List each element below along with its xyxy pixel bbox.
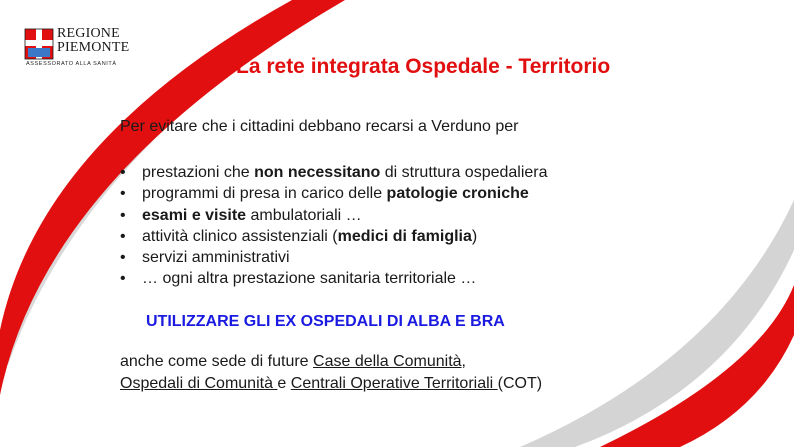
bottom-swoosh-grey: [520, 200, 794, 447]
bullet-dot: •: [120, 249, 126, 267]
bullet-item: • prestazioni che non necessitano di struttura ospedaliera: [120, 162, 548, 183]
piemonte-coat-of-arms-icon: [24, 28, 54, 60]
regione-piemonte-logo: [24, 27, 134, 72]
closing-line-2: Ospedali di Comunità e Centrali Operative Territoriali (COT): [120, 375, 543, 392]
bullet-item: • esami e visite ambulatoriali …: [120, 205, 548, 226]
bullet-item: • programmi di presa in carico delle patologie croniche: [120, 183, 548, 204]
closing-line-1: anche come sede di future Case della Comunità,: [120, 353, 466, 370]
logo-name-line2: PIEMONTE: [57, 40, 130, 55]
bullet-item: • servizi amministrativi: [120, 247, 548, 268]
ospedali-di-comunita-link[interactable]: Ospedali di Comunità: [120, 375, 278, 392]
bullet-dot: •: [120, 270, 126, 288]
bullet-item: • attività clinico assistenziali (medici di famiglia): [120, 226, 548, 247]
case-della-comunita-link[interactable]: Case della Comunità: [313, 353, 462, 370]
bullet-dot: •: [120, 206, 126, 224]
intro-text: Per evitare che i cittadini debbano recarsi a Verduno per: [120, 118, 519, 135]
logo-name-line1: REGIONE: [57, 26, 120, 41]
bullet-list: [120, 162, 548, 290]
bullet-dot: •: [120, 164, 126, 181]
call-to-action: UTILIZZARE GLI EX OSPEDALI DI ALBA E BRA: [146, 313, 505, 330]
bullet-item: • … ogni altra prestazione sanitaria territoriale …: [120, 268, 548, 289]
slide-title: La rete integrata Ospedale - Territorio: [236, 55, 611, 78]
logo-department: ASSESSORATO ALLA SANITÀ: [26, 61, 117, 67]
bullet-dot: •: [120, 185, 126, 203]
bullet-dot: •: [120, 227, 126, 245]
centrali-operative-link[interactable]: Centrali Operative Territoriali: [290, 375, 498, 392]
